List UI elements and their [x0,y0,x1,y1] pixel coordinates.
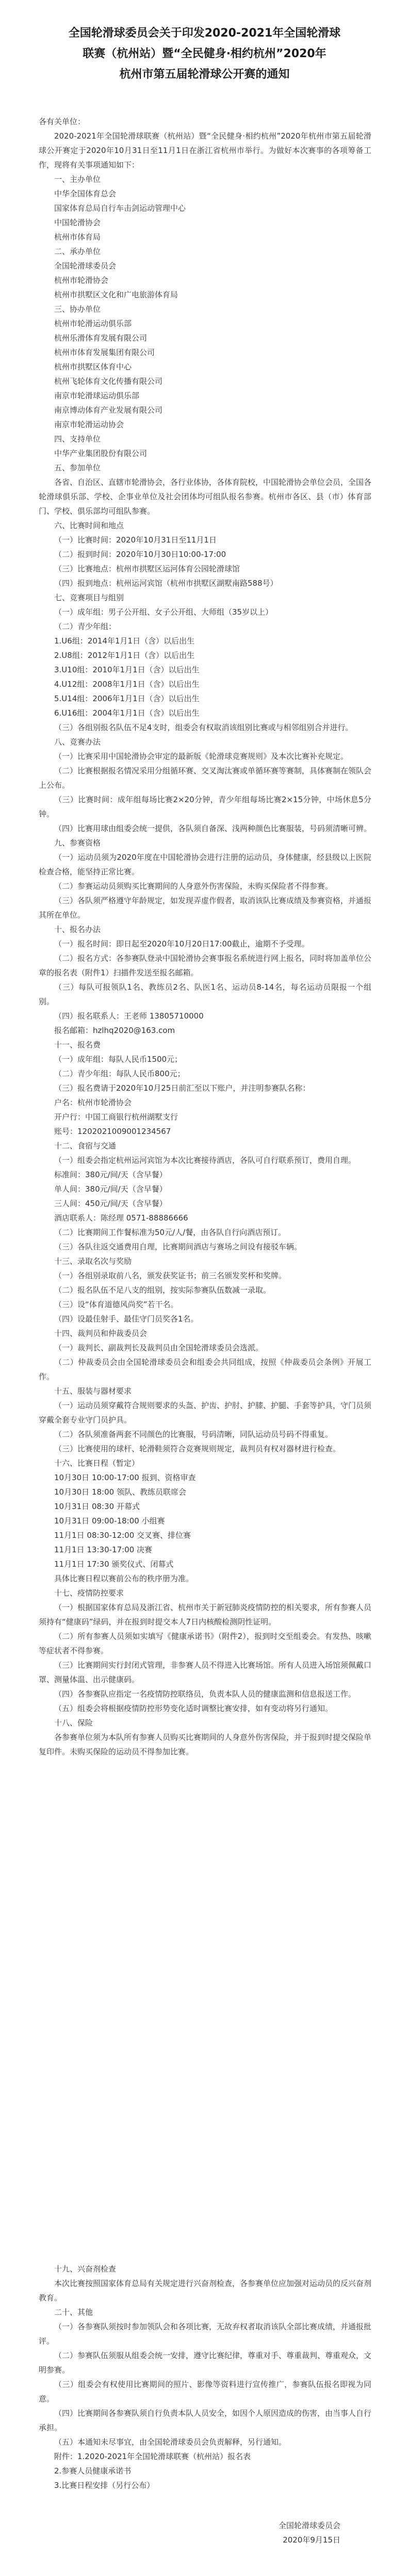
list-item: 4.U12组：2008年1月1日（含）以后出生 [54,680,200,689]
section-heading: 三、协办单位 [54,304,101,314]
paragraph: 标准间：380元/间/天（含早餐） [54,1170,167,1179]
section-heading: 十五、服装与器材要求 [54,1386,132,1396]
paragraph: 账号：1202021009001234567 [54,1127,171,1136]
sub-item: （二）报名队伍不足八支的组别，按实际参赛队伍数减一录取。 [54,1285,271,1295]
paragraph: 2020-2021年全国轮滑球联赛（杭州站）暨“全民健身·相约杭州”2020年杭州市第五届轮滑球公开赛定于2020年10月31日至11月1日在浙江省杭州市举行。为做好本次赛事的各项筹备工作，现将有关事项通知如下： [39,131,371,170]
sub-item: （二）比赛期间工作餐标准为50元/人/餐，由各队自行向酒店预订。 [54,1228,286,1237]
section-heading: 六、比赛时间和地点 [54,521,124,530]
sub-item: （一）根据国家体育总局及浙江省、杭州市关于新冠肺炎疫情防控的相关要求，所有参赛人员须持有“健康码”绿码，并在报到时提交本人7日内核酸检测阴性证明。 [39,1603,371,1626]
paragraph: 南京市轮滑运动协会 [54,420,124,429]
notice-title-line: 杭州市第五届轮滑球公开赛的通知 [119,68,290,81]
paragraph: 11月1日 17:30 颁奖仪式、闭幕式 [54,1560,174,1569]
list-item: 3.U10组：2010年1月1日（含）以后出生 [54,665,200,674]
sub-item: （三）组委会有权使用比赛期间的照片、影像等资料进行宣传推广，参赛队伍报名即视为同意。 [39,2380,371,2403]
sub-item: （三）比赛地点：杭州市拱墅区运河体育公园轮滑球馆 [54,564,240,573]
notice-paragraphs [39,129,371,1759]
section-heading: 四、支持单位 [54,434,101,444]
paragraph: 中华全国体育总会 [54,189,117,198]
sub-item: （二）参赛队伍须服从组委会统一安排，遵守比赛纪律，尊重对手、尊重裁判、尊重观众，文明参赛。 [39,2351,371,2375]
sub-item: （二）所有参赛人员须如实填写《健康承诺书》（附件2），报到时交至组委会。有发热、咳嗽等症状者不得参赛。 [39,1632,371,1655]
paragraph: 10月30日 18:00 领队、教练员联席会 [54,1487,186,1497]
sub-item: （二）仲裁委员会由全国轮滑球委员会和组委会共同组成，按照《仲裁委员会条例》开展工作。 [39,1358,371,1381]
paragraph: 10月30日 10:00-17:00 报到、资格审查 [54,1473,196,1482]
sub-item: （一）报名时间：即日起至2020年10月20日17:00截止，逾期不予受理。 [54,939,309,948]
sub-item: （三）每队可报领队1名、教练员2名、队医1名、运动员8-14名，每名运动员限报一个组别。 [39,982,371,1006]
section-heading: 十二、食宿与交通 [54,1141,117,1150]
sub-item: （五）本通知未尽事宜，由全国轮滑球委员会负责解释，另行通知。 [54,2437,287,2447]
paragraph: 11月1日 08:30-12:00 交叉赛、排位赛 [54,1531,191,1540]
sub-item: （三）报名费请于2020年10月25日前汇至以下账户，并注明参赛队名称： [54,1083,310,1093]
sub-item: （一）运动员须为2020年度在中国轮滑协会进行注册的运动员，身体健康，经县级以上医院检查合格，能坚持正常比赛。 [39,853,371,876]
paragraph: 南京博动体育产业发展有限公司 [54,405,163,415]
sub-item: （五）组委会将根据疫情防控形势变化适时调整比赛安排，如有变动将另行通知。 [54,1704,333,1713]
section-heading: 十四、裁判员和仲裁委员会 [54,1329,148,1338]
paragraph: 各参赛单位须为本队所有参赛人员购买比赛期间的人身意外伤害保险，并于报到时提交保险单复印件。未购买保险的运动员不得参加比赛。 [39,1733,371,1756]
paragraph: 户名：杭州市轮滑协会 [54,1098,132,1107]
sub-item: （四）各参赛队应指定一名疫情防控联络员，负责本队人员的健康监测和信息报送工作。 [54,1689,356,1699]
section-heading: 五、参加单位 [54,463,101,472]
paragraph: 10月31日 08:30 开幕式 [54,1502,140,1511]
sub-item: （一）成年组：男子公开组、女子公开组、大师组（35岁以上） [54,607,273,617]
sub-item: （二）报名方式：各参赛队登录中国轮滑协会赛事报名系统进行网上报名，同时将加盖单位公章的报名表（附件1）扫描件发送至报名邮箱。 [39,954,371,977]
sub-item: （三）比赛使用的球杆、轮滑鞋须符合竞赛规则规定，裁判员有权对器材进行检查。 [54,1444,341,1453]
section-heading: 十七、疫情防控要求 [54,1588,124,1598]
section-heading: 九、参赛资格 [54,838,101,848]
sub-item: （三）比赛时间：成年组每场比赛2×20分钟，青少年组每场比赛2×15分钟，中场休息5分钟。 [39,795,371,819]
paragraph: 报名邮箱：hzlhq2020@163.com [54,1026,175,1035]
paragraph: 杭州市轮滑运动俱乐部 [54,319,132,328]
section-heading: 十、报名办法 [54,925,101,934]
list-item: 3.比赛日程安排（另行公布） [54,2481,155,2490]
paragraph: 开户行：中国工商银行杭州湖墅支行 [54,1112,178,1122]
list-item: 5.U14组：2006年1月1日（含）以后出生 [54,694,200,703]
paragraph: 本次比赛按照国家体育总局有关规定进行兴奋剂检查，各参赛单位应加强对运动员的反兴奋剂教育。 [39,2279,371,2302]
sub-item: （四）报到地点：杭州运河宾馆（杭州市拱墅区湖墅南路588号） [54,579,278,588]
paragraph: 杭州市轮滑协会 [54,276,109,285]
notice-paragraphs [39,2262,371,2493]
paragraph: 单人间：380元/间/天（含早餐） [54,1184,167,1194]
paragraph: 中华产业集团股份有限公司 [54,449,148,458]
list-item: 1.U6组：2014年1月1日（含）以后出生 [54,636,195,646]
paragraph: 南京市轮滑球运动俱乐部 [54,391,140,400]
sub-item: （三）设“体育道德风尚奖”若干名。 [54,1300,178,1309]
sub-item: （三）各队须严格遵守年龄规定，如发现弄虚作假者，取消该队比赛成绩及参赛资格，并通报其所在单位。 [39,896,371,920]
sub-item: （二）青少年组： [54,622,117,631]
signature-block [39,2518,371,2547]
sub-item: （二）各队须准备两套不同颜色的比赛服，号码清晰，同队运动员号码不得重复。 [54,1430,333,1439]
sub-item: （四）比赛用球由组委会统一提供，各队须自备深、浅两种颜色比赛服装，号码须清晰可辨。 [54,824,371,833]
paragraph: 三人间：450元/间/天（含早餐） [54,1199,167,1208]
section-heading: 十九、兴奋剂检查 [54,2264,117,2274]
sub-item: （二）报到时间：2020年10月30日10:00-17:00 [54,550,226,559]
paragraph: 杭州市拱墅区文化和广电旅游体育局 [54,290,178,299]
paragraph: 中国轮滑协会 [54,218,101,227]
notice-title [31,23,378,85]
salutation: 各有关单位： [39,117,86,126]
signature-date: 2020年9月15日 [283,2535,340,2545]
sub-item: （二）参赛运动员须购买比赛期间的人身意外伤害保险，未购买保险者不得参赛。 [54,882,333,891]
paragraph: 10月31日 09:00-18:00 小组赛 [54,1516,165,1526]
sub-item: （一）组委会指定杭州运河宾馆为本次比赛接待酒店，各队可自行联系预订，费用自理。 [54,1156,356,1165]
sub-item: （二）青少年组：每队人民币800元； [54,1069,185,1078]
sub-item: （三）比赛期间实行封闭式管理，非参赛人员不得进入比赛场馆。所有人员进入场馆须佩戴口罩、测量体温、出示健康码。 [39,1660,371,1684]
notice-body-part1 [39,114,371,2184]
sub-item: （二）比赛根据报名情况采用分组循环赛、交叉淘汰赛或单循环赛等赛制，具体赛制在领队会上公布。 [39,766,371,790]
notice-title-line: 全国轮滑球委员会关于印发2020-2021年全国轮滑球 [68,27,341,40]
list-item: 2.参赛人员健康承诺书 [54,2466,132,2476]
paragraph: 杭州飞轮体育文化传播有限公司 [54,377,163,386]
paragraph: 杭州乐滑体育发展有限公司 [54,333,148,343]
sub-item: （一）比赛采用中国轮滑协会审定的最新版《轮滑球竞赛规则》及本次比赛补充规定。 [54,752,349,761]
sub-item: （一）比赛时间：2020年10月31日至11月1日 [54,535,217,545]
paragraph: 具体比赛日程以赛前公布的秩序册为准。 [54,1574,194,1583]
sub-item: （三）各队往返交通费用自理，比赛期间酒店与赛场之间设有接驳车辆。 [54,1242,302,1251]
list-item: 2.U8组：2012年1月1日（含）以后出生 [54,651,195,660]
sub-item: （一）各组别录取前八名，颁发获奖证书；前三名颁发奖杯和奖牌。 [54,1271,287,1280]
paragraph: 杭州市体育发展集团有限公司 [54,348,155,357]
paragraph: 国家体育总局自行车击剑运动管理中心 [54,204,186,213]
paragraph: 酒店联系人：陈经理 0571-88886666 [54,1213,188,1223]
section-heading: 七、竞赛项目与组别 [54,593,124,602]
sub-item: （一）各参赛队须按时参加领队会和各项比赛，无故弃权者取消该队全部比赛成绩，并通报批评。 [39,2322,371,2346]
section-heading: 一、主办单位 [54,175,101,184]
sub-item: （一）成年组：每队人民币1500元； [54,1055,183,1064]
paragraph: 各省、自治区、直辖市轮滑协会，各行业体协，各体育院校，中国轮滑协会单位会员，全国各轮滑球俱乐部、学校、企事业单位及社会团体均可组队报名参赛。杭州市各区、县（市）体育部门、学校、俱乐部均可组队参赛。 [39,478,371,516]
section-heading: 十六、比赛日程（暂定） [54,1459,140,1468]
section-heading: 十八、保险 [54,1718,93,1727]
notice-body-part2 [39,2262,371,2576]
signature-org: 全国轮滑球委员会 [278,2521,340,2530]
sub-item: （三）各组别报名队伍不足4支时，组委会有权取消该组别比赛或与相邻组别合并进行。 [54,723,353,732]
list-item: 6.U16组：2004年1月1日（含）以后出生 [54,708,200,718]
paragraph: 附件：1.2020-2021年全国轮滑球联赛（杭州站）报名表 [54,2452,251,2461]
paragraph: 全国轮滑球委员会 [54,261,117,270]
sub-item: （四）设最佳射手、最佳守门员奖各1名。 [54,1314,199,1324]
section-heading: 八、竞赛办法 [54,737,101,747]
sub-item: （四）报名联系人：王老师 13805710000 [54,1011,204,1021]
sub-item: （四）比赛期间各参赛队须自行负责本队人员安全，如因个人原因造成的伤害，由当事人自行承担。 [39,2409,371,2432]
paragraph: 杭州市拱墅区体育中心 [54,362,132,371]
paragraph: 11月1日 13:30-17:00 决赛 [54,1545,153,1554]
sub-item: （一）运动员须穿戴符合规则要求的头盔、护齿、护肘、护膝、护腿、手套等护具，守门员须穿戴全套专业守门员护具。 [39,1401,371,1425]
section-heading: 十一、报名费 [54,1040,101,1049]
notice-title-line: 联赛（杭州站）暨“全民健身·相约杭州”2020年 [83,47,326,60]
section-heading: 二、承办单位 [54,247,101,256]
sub-item: （一）裁判长、副裁判长及裁判员由全国轮滑球委员会选派。 [54,1343,264,1352]
section-heading: 十三、录取名次与奖励 [54,1257,132,1266]
section-heading: 二十、其他 [54,2308,93,2317]
paragraph: 杭州市体育局 [54,232,101,242]
